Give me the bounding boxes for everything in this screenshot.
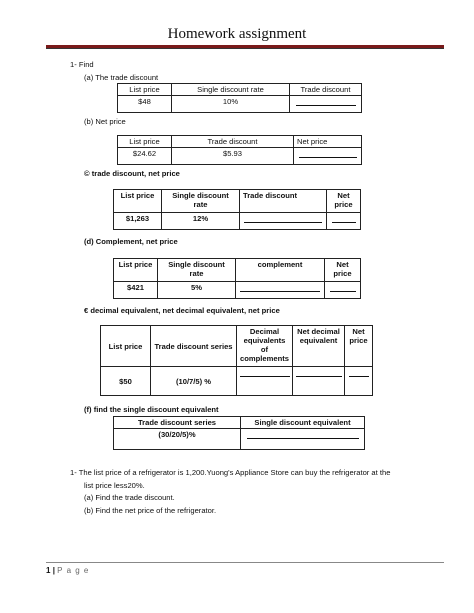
header-cell: Single discount rate	[158, 259, 236, 282]
question-2-line-1: 1- The list price of a refrigerator is 1,200.Yuong's Appliance Store can buy the refrigerator at the	[70, 468, 391, 477]
answer-cell[interactable]	[241, 429, 365, 450]
part-b-label: (b) Net price	[84, 117, 126, 126]
header-cell: complement	[236, 259, 325, 282]
value-cell: $1,263	[114, 213, 162, 230]
answer-cell[interactable]	[237, 367, 293, 396]
header-cell: Single discount rate	[172, 84, 290, 96]
answer-cell[interactable]	[325, 282, 361, 299]
page-footer	[46, 566, 89, 575]
value-cell: $421	[114, 282, 158, 299]
answer-blank[interactable]	[244, 214, 322, 223]
table-f	[113, 416, 365, 450]
answer-cell[interactable]	[240, 213, 327, 230]
answer-cell[interactable]	[290, 96, 362, 113]
answer-blank[interactable]	[299, 149, 357, 158]
page-title: Homework assignment	[167, 26, 307, 42]
answer-cell[interactable]	[236, 282, 325, 299]
page-number: 1	[46, 566, 51, 575]
value-cell: $50	[101, 367, 151, 396]
header-cell: Trade discount	[240, 190, 327, 213]
value-cell: 5%	[158, 282, 236, 299]
value-cell: 10%	[172, 96, 290, 113]
question-2-part-a: (a) Find the trade discount.	[84, 493, 175, 502]
header-cell: Trade discount	[172, 136, 294, 148]
answer-blank[interactable]	[247, 430, 359, 439]
value-cell: (30/20/5)%	[114, 429, 241, 450]
title-rule	[46, 45, 444, 49]
header-cell: Net price	[327, 190, 361, 213]
header-cell: Trade discount series	[114, 417, 241, 429]
part-e-label: € decimal equivalent, net decimal equivalent, net price	[84, 306, 280, 315]
part-f-label: (f) find the single discount equivalent	[84, 405, 219, 414]
part-a-label: (a) The trade discount	[84, 73, 159, 82]
value-cell: $24.62	[118, 148, 172, 165]
footer-separator: |	[52, 566, 55, 575]
header-cell: List price	[118, 84, 172, 96]
value-cell: $5.93	[172, 148, 294, 165]
header-cell: List price	[114, 259, 158, 282]
table-b	[117, 135, 362, 165]
answer-blank[interactable]	[240, 368, 290, 377]
header-cell: Decimal equivalents of complements	[237, 326, 293, 367]
page-word: P a g e	[57, 566, 90, 575]
part-c-label: © trade discount, net price	[84, 169, 180, 178]
value-cell: $48	[118, 96, 172, 113]
table-d	[113, 258, 361, 299]
header-cell: Single discount rate	[162, 190, 240, 213]
answer-blank[interactable]	[349, 368, 369, 377]
value-cell: (10/7/5) %	[151, 367, 237, 396]
question-2-part-b: (b) Find the net price of the refrigerator.	[84, 506, 217, 515]
header-cell: List price	[101, 326, 151, 367]
header-cell: List price	[118, 136, 172, 148]
part-d-label: (d) Complement, net price	[84, 237, 178, 246]
answer-blank[interactable]	[332, 214, 356, 223]
answer-cell[interactable]	[293, 367, 345, 396]
header-cell: Net price	[325, 259, 361, 282]
question-1-label: 1- Find	[70, 60, 94, 69]
answer-blank[interactable]	[330, 283, 356, 292]
header-cell: List price	[114, 190, 162, 213]
question-2-line-2: list price less20%.	[84, 481, 145, 490]
header-cell: Trade discount	[290, 84, 362, 96]
header-cell: Single discount equivalent	[241, 417, 365, 429]
answer-cell[interactable]	[345, 367, 373, 396]
footer-rule	[46, 562, 444, 563]
value-cell: 12%	[162, 213, 240, 230]
header-cell: Net price	[294, 136, 362, 148]
table-e	[100, 325, 373, 396]
answer-cell[interactable]	[294, 148, 362, 165]
answer-blank[interactable]	[296, 368, 342, 377]
answer-blank[interactable]	[240, 283, 320, 292]
table-c	[113, 189, 361, 230]
answer-blank[interactable]	[296, 97, 356, 106]
answer-cell[interactable]	[327, 213, 361, 230]
table-a	[117, 83, 362, 113]
header-cell: Trade discount series	[151, 326, 237, 367]
header-cell: Net decimal equivalent	[293, 326, 345, 367]
header-cell: Net price	[345, 326, 373, 367]
